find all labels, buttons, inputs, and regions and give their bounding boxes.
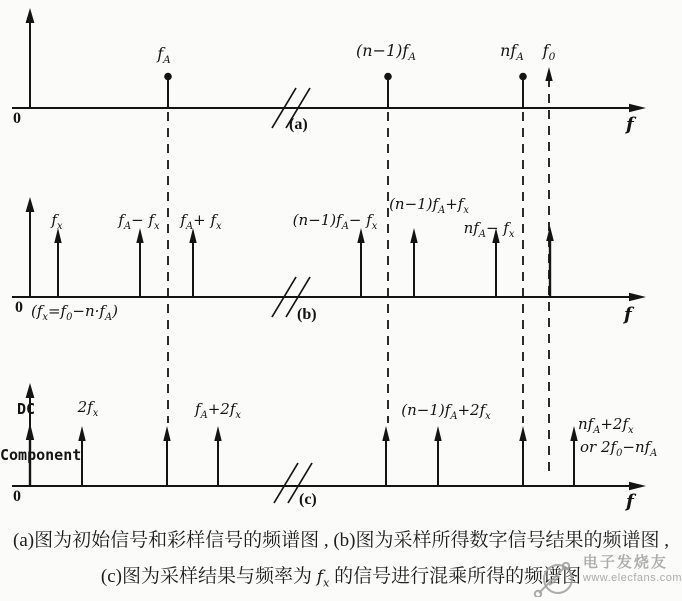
plot-c-axes [12, 383, 646, 490]
plot-a-spectral-lines [164, 67, 553, 108]
caption-line-1: (a)图为初始信号和彩样信号的频谱图 , (b)图为采样所得数字信号结果的频谱图 , [13, 530, 669, 551]
plot-c-spectral-arrows [78, 426, 577, 486]
freq-axis-label-b: f [624, 304, 632, 325]
caption-line-2 [0, 565, 682, 590]
origin-label-c: 0 [13, 488, 21, 505]
label-fa-plus-fx: $f_A+ f_x$ [180, 211, 222, 232]
caption-line-2-pre: (c)图为采样结果与频率为 [100, 566, 317, 587]
label-n1fa-minus-fx: $(n-1)f_A- f_x$ [292, 211, 378, 232]
label-2fx: $2f_x$ [77, 398, 99, 419]
subplot-tag-b: (b) [297, 306, 317, 323]
label-f0: $f_0$ [542, 41, 556, 64]
label-n1fa: $(n-1)f_A$ [356, 41, 416, 64]
origin-label-a: 0 [13, 110, 21, 127]
label-fa-plus-2fx: $f_A+2f_x$ [195, 400, 241, 421]
watermark-url: www.elecfans.com [582, 571, 682, 584]
freq-axis-label-a: f [626, 114, 634, 135]
dc-label-line1: DC [17, 400, 36, 418]
label-or-2f0-minus-nfa: or $2f_0-nf_A$ [580, 438, 658, 459]
label-fa-minus-fx: $f_A- f_x$ [118, 211, 160, 232]
label-nfa: $nf_A$ [500, 41, 524, 64]
subplot-tag-c: (c) [299, 491, 317, 508]
label-n1fa-plus-2fx: $(n-1)f_A+2f_x$ [401, 401, 491, 422]
label-n1fa-plus-fx: $(n-1)f_A+f_x$ [389, 195, 469, 216]
label-fa: $f_A$ [157, 44, 171, 67]
caption-line-2-post: 的信号进行混乘所得的频谱图 [329, 566, 582, 587]
f0-dashed-arrowhead [545, 67, 552, 81]
label-fx-formula: $(f_x=f_0-n\cdot f_A)$ [31, 302, 118, 323]
subplot-tag-a: (a) [289, 116, 308, 133]
dc-label-line2: Component [0, 446, 82, 464]
watermark-brand: 电子发烧友 [582, 554, 668, 571]
caption-fx-symbol: $f_x$ [316, 567, 330, 590]
freq-axis-label-c: f [626, 491, 634, 512]
label-nfa-plus-2fx: $nf_A+2f_x$ [578, 415, 634, 436]
origin-label-b: 0 [15, 299, 23, 316]
label-nfa-minus-fx: $nf_A- f_x$ [463, 219, 515, 240]
label-fx: $f_x$ [51, 211, 63, 232]
